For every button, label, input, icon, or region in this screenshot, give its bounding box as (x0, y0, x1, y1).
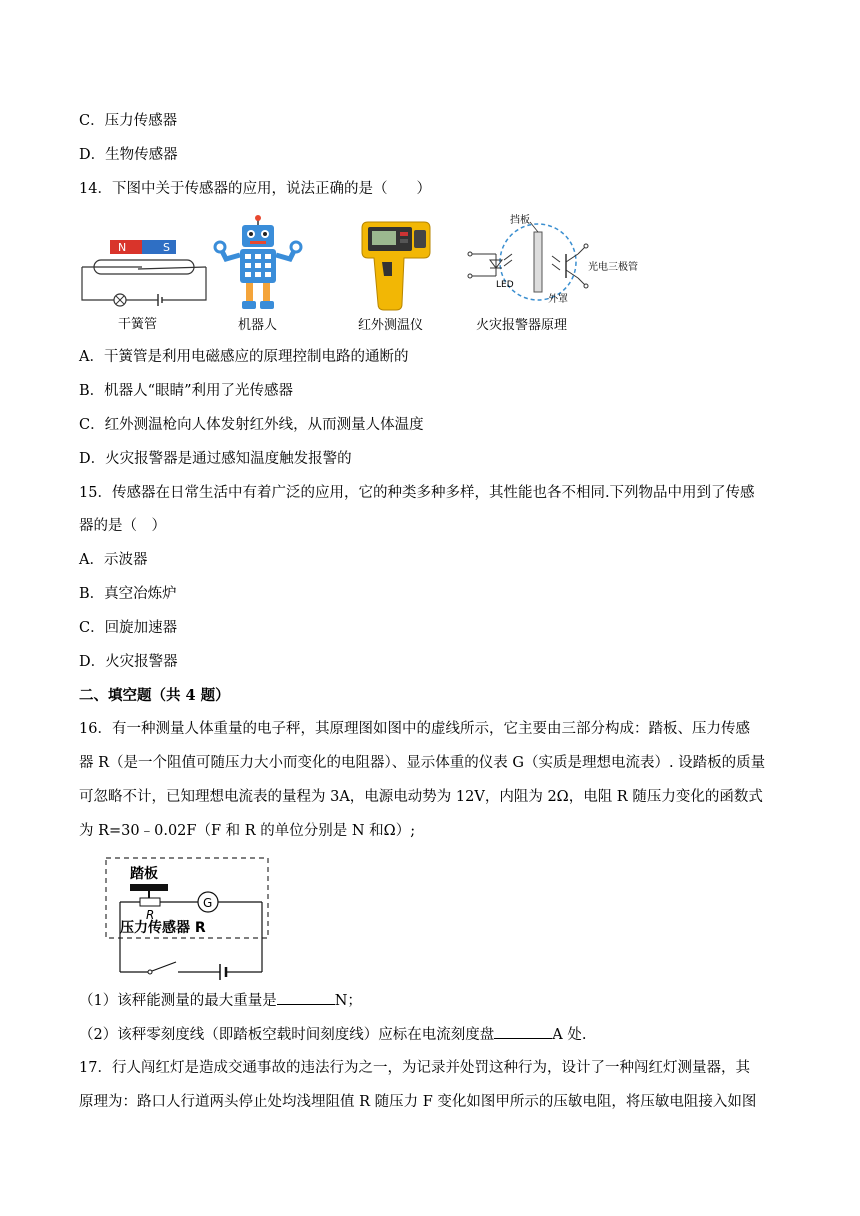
q16-sub1-text: （1）该秤能测量的最大重量是 (79, 993, 277, 1009)
scale-circuit-diagram (102, 856, 272, 982)
cover-text: 外罩 (548, 294, 568, 305)
q14-stem: 14．下图中关于传感器的应用，说法正确的是（ ） (79, 181, 431, 197)
infrared-thermometer-icon (352, 218, 442, 312)
r-text: R (146, 908, 155, 922)
thermometer-label: 红外测温仪 (358, 318, 424, 333)
pedal-text: 踏板 (130, 866, 158, 882)
q16-line1: 16．有一种测量人体重量的电子秤，其原理图如图中的虚线所示，它主要由三部分构成：踏板、压力传感 (79, 721, 750, 737)
magnet-s-pole (142, 240, 176, 254)
fire-alarm-figure (468, 214, 638, 334)
thermometer-figure (352, 218, 442, 333)
phototransistor-text: 光电三极管 (588, 262, 638, 273)
baffle-text: 挡板 (510, 215, 530, 226)
q16-sub2-unit: A 处. (552, 1027, 587, 1043)
q15-stem-line2: 器的是（ ） (79, 518, 166, 534)
q16-answer-blank-1[interactable] (277, 990, 335, 1005)
q13-option-d: D．生物传感器 (79, 147, 178, 163)
g-text: G (203, 896, 213, 910)
reed-switch-diagram (78, 232, 210, 312)
magnet-n-text: N (118, 241, 127, 254)
q15-stem-line1: 15．传感器在日常生活中有着广泛的应用，它的种类多种多样，其性能也各不相同.下列物品中用到了传感 (79, 485, 755, 501)
q14-option-c: C．红外测温枪向人体发射红外线，从而测量人体温度 (79, 417, 424, 433)
q15-option-c: C．回旋加速器 (79, 620, 178, 636)
q16-sub2-text: （2）该秤零刻度线（即踏板空载时间刻度线）应标在电流刻度盘 (79, 1027, 495, 1043)
q16-sub1 (79, 990, 362, 1011)
reed-switch-label: 干簧管 (118, 317, 158, 332)
q16-line3: 可忽略不计，已知理想电流表的量程为 3A，电源电动势为 12V，内阻为 2Ω，电阻 R 随压力变化的函数式 (79, 789, 763, 805)
q16-answer-blank-2[interactable] (494, 1024, 552, 1039)
led-text: LED (496, 280, 514, 290)
scale-circuit-figure (102, 856, 272, 982)
q13-option-c: C．压力传感器 (79, 113, 178, 129)
switch-icon (148, 970, 152, 974)
section-title: 二、填空题（共 4 题） (79, 687, 230, 704)
q17-line1: 17．行人闯红灯是造成交通事故的违法行为之一，为记录并处罚这种行为，设计了一种闯红灯测量器，其 (79, 1060, 750, 1076)
magnet-s-text: S (163, 241, 170, 254)
q16-sub2 (79, 1024, 586, 1045)
q16-sub1-unit: N； (334, 993, 362, 1009)
robot-label: 机器人 (238, 318, 278, 333)
q14-option-b: B．机器人“眼睛”利用了光传感器 (79, 383, 293, 399)
baffle (534, 232, 542, 292)
q15-option-b: B．真空冶炼炉 (79, 586, 177, 602)
q16-line4: 为 R=30﹣0.02F（F 和 R 的单位分别是 N 和Ω）; (79, 823, 416, 839)
q17-line2: 原理为：路口人行道两头停止处均浅埋阻值 R 随压力 F 变化如图甲所示的压敏电阻，将压敏电阻接入如图 (79, 1094, 757, 1110)
pedal-plate (130, 884, 168, 891)
robot-icon (212, 215, 304, 313)
sensor-text: 压力传感器 R (120, 920, 206, 936)
resistor-r (140, 898, 160, 906)
fire-alarm-label: 火灾报警器原理 (476, 318, 568, 333)
q15-option-d: D．火灾报警器 (79, 654, 178, 670)
q16-line2: 器 R（是一个阻值可随压力大小而变化的电阻器）、显示体重的仪表 G（实质是理想电流表）. 设踏板的质量 (79, 755, 766, 771)
q14-option-a: A．干簧管是利用电磁感应的原理控制电路的通断的 (79, 349, 409, 365)
q14-option-d: D．火灾报警器是通过感知温度触发报警的 (79, 451, 352, 467)
reed-switch-figure (78, 232, 210, 332)
q15-option-a: A．示波器 (79, 552, 148, 568)
robot-figure (212, 215, 304, 333)
fire-alarm-diagram (468, 214, 638, 312)
